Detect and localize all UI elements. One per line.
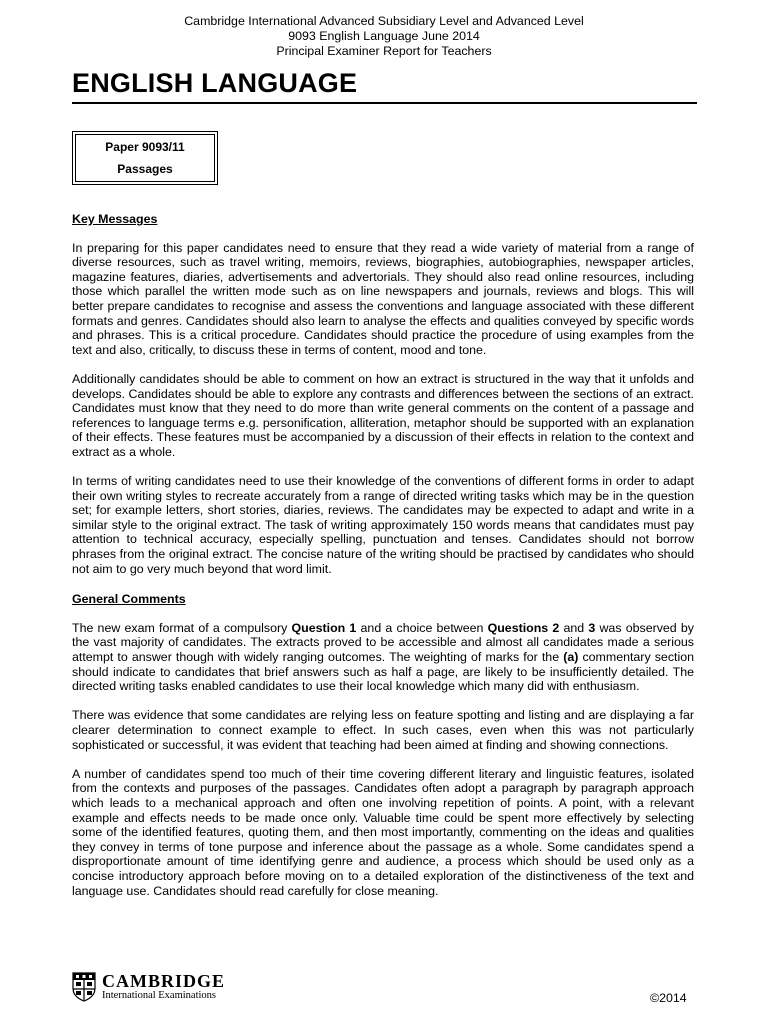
cambridge-logo [72,972,225,1002]
header-line-report: Principal Examiner Report for Teachers [276,44,492,58]
key-messages-heading: Key Messages [72,212,158,226]
report-header [0,14,768,59]
header-line-qualification: Cambridge International Advanced Subsidiary Level and Advanced Level [184,14,584,28]
key-messages-paragraph-3: In terms of writing candidates need to use their knowledge of the conventions of different forms in order to adapt their own writing styles to recreate accurately from a range of directed writing tasks which may be in the question set; for example letters, short stories, diaries, reviews. The candidates may be expected to adapt and write in a similar style to the original extract. The task of writing approximately 150 words means that candidates must pay attention to technical accuracy, especially spelling, punctuation and tenses. Candidates should not borrow phrases from the original extract. The concise nature of the writing should be practised by candidates who should not aim to go very much beyond that word limit. [72,474,694,576]
cambridge-shield-icon [72,972,96,1002]
logo-name: CAMBRIDGE [102,971,226,991]
general-comments-paragraph-1: The new exam format of a compulsory Question 1 and a choice between Questions 2 and 3 was observed by the vast majority of candidates. The extracts proved to be accessible and almost all candidates made a serious attempt to answer though with widely ranging outcomes. The weighting of marks for the (a) commentary section should indicate to candidates that brief answers such as half a page, are likely to be insufficiently detailed. The directed writing tasks enabled candidates to use their local knowledge which many did with enthusiasm. [72,620,695,694]
report-content [72,212,694,898]
paper-name: Passages [117,162,173,176]
logo-text [102,972,225,1002]
logo-subtitle: International Examinations [102,990,217,1001]
paper-box [72,131,218,185]
key-messages-paragraph-1: In preparing for this paper candidates need to ensure that they read a wide variety of material from a range of diverse resources, such as travel writing, memoirs, reviews, biographies, autobiographies, newspaper articles, magazine features, diaries, advertisements and advertorials. They should also read online resources, including those which parallel the written mode such as on line newspapers and journals, reviews and blogs. This will better prepare candidates to recognise and assess the conventions and language associated with these different formats and genres. Candidates should also learn to analyse the effects and qualities conveyed by specific words and phrases. This is a critical procedure. Candidates should practice the procedure of using examples from the text and also, critically, to discuss these in terms of content, mood and tone. [72,240,694,357]
header-line-syllabus: 9093 English Language June 2014 [288,29,480,43]
general-comments-heading: General Comments [72,592,186,607]
general-comments-paragraph-3: A number of candidates spend too much of their time covering different literary and linguistic features, isolated from the contexts and purposes of the passages. Candidates often adopt a paragraph by paragraph approach which leads to a mechanical approach and often one involving repetition of points. A point, with a relevant example and effects needs to be made once only. Valuable time could be spent more effectively by selecting some of the identified features, quoting them, and then most importantly, commenting on the ideas and qualities they convey in terms of tone purpose and inference about the passage as a whole. Some candidates spend a disproportionate amount of time identifying genre and audience, a process which should be used only as a concise introductory approach before moving on to a detailed exploration of the distinctiveness of the text and language use. Candidates should read carefully for close meaning. [72,766,694,898]
copyright-notice: ©2014 [650,991,687,1005]
page-title: ENGLISH LANGUAGE [72,68,358,98]
paper-code: Paper 9093/11 [105,140,185,154]
key-messages-paragraph-2: Additionally candidates should be able to comment on how an extract is structured in the way that it unfolds and develops. Candidates should be able to explore any contrasts and differences between the sections of an extract. Candidates must know that they need to do more than write general comments on the content of a passage and references to language terms e.g. personification, alliteration, metaphor should be supported with an explanation of their effects. These features must be accompanied by a discussion of their effects in relation to the context and extract as a whole. [72,371,694,459]
title-divider [72,102,697,104]
general-comments-paragraph-2: There was evidence that some candidates are relying less on feature spotting and listing and are displaying a far clearer determination to connect example to effect. In such cases, even when this was not particularly sophisticated or successful, it was evident that teaching had been aimed at finding and showing connections. [72,708,694,752]
paper-box-inner [75,134,215,182]
